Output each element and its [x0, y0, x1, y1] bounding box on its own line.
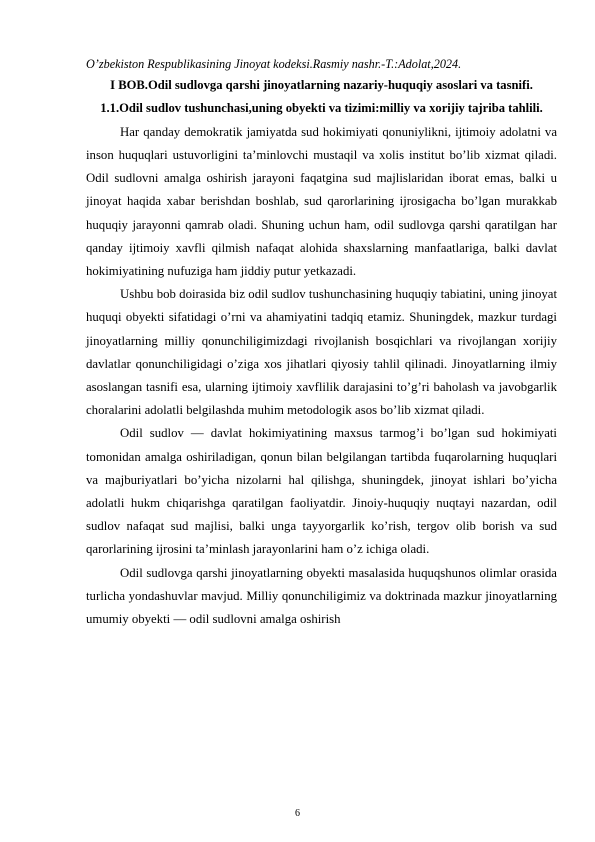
body-paragraph: Odil sudlov — davlat hokimiyatining maxsus tarmog’i bo’lgan sud hokimiyati tomonidan amalga oshiriladigan, qonun bilan belgilangan tartibda fuqarolarning huquqlari va majburiyatlari bo’yicha nizolarni hal qilishga, shuningdek, jinoyat ishlari bo’yicha adolatli hukm chiqarishga qaratilgan faoliyatdir. Jinoiy-huquqiy nuqtayi nazardan, odil sudlov nafaqat sud majlisi, balki unga tayyorgarlik ko’rish, tergov olib borish va sud qarorlarining ijrosini ta’minlash jarayonlarini ham o’z ichiga oladi.: [86, 426, 557, 557]
source-reference: O’zbekiston Respublikasining Jinoyat kodeksi.Rasmiy nashr.-T.:Adolat,2024.: [86, 57, 462, 71]
document-page: [86, 54, 557, 631]
body-paragraph: Odil sudlovga qarshi jinoyatlarning obyekti masalasida huquqshunos olimlar orasida turlicha yondashuvlar mavjud. Milliy qonunchiligimiz va doktrinada mazkur jinoyatlarning umumiy obyekti — odil sudlovni amalga oshirish: [86, 565, 557, 627]
body-paragraph: Har qanday demokratik jamiyatda sud hokimiyati qonuniylikni, ijtimoiy adolatni va inson huquqlari ustuvorligini ta’minlovchi mustaqil va xolis institut bo’lib xizmat qiladi. Odil sudlovni amalga oshirish jarayoni faqatgina sud majlislaridan iborat emas, balki u jinoyat haqida xabar berishdan boshlab, sud qarorlarining ijrosigacha bo’lgan murakkab huquqiy jarayonni qamrab oladi. Shuning uchun ham, odil sudlovga qarshi qaratilgan har qanday ijtimoiy xavfli qilmish nafaqat alohida shaxslarning manfaatlariga, balki davlat hokimiyatining nufuziga ham jiddiy putur yetkazadi.: [86, 124, 557, 279]
chapter-heading: I BOB.Odil sudlovga qarshi jinoyatlarning nazariy-huquqiy asoslari va tasnifi.: [110, 78, 533, 92]
section-heading: 1.1.Odil sudlov tushunchasi,uning obyekti va tizimi:milliy va xorijiy tajriba tahlili.: [100, 101, 543, 116]
body-paragraph: Ushbu bob doirasida biz odil sudlov tushunchasining huquqiy tabiatini, uning jinoyat huquqi obyekti sifatidagi o’rni va ahamiyatini tadqiq etamiz. Shuningdek, mazkur turdagi jinoyatlarning milliy qonunchiligimizdagi rivojlanish bosqichlari va rivojlangan xorijiy davlatlar qonunchiligidagi o’ziga xos jihatlari qiyosiy tahlil qilinadi. Jinoyatlarning ilmiy asoslangan tasnifi esa, ularning ijtimoiy xavflilik darajasini to’g’ri baholash va javobgarlik choralarini adolatli belgilashda muhim metodologik asos bo’lib xizmat qiladi.: [86, 287, 557, 418]
page-number: 6: [295, 808, 300, 819]
